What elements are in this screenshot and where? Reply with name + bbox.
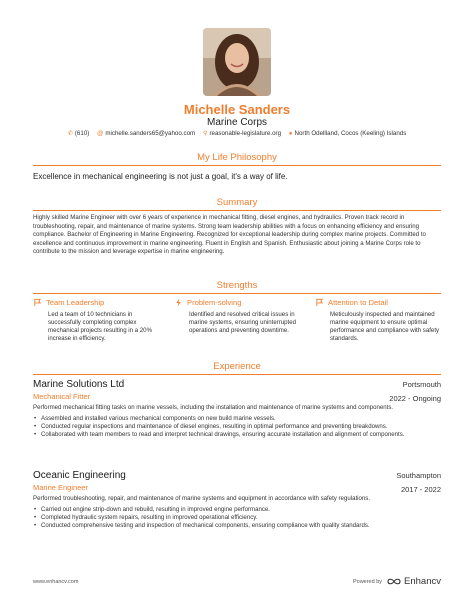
job-title: Mechanical Fitter <box>33 392 91 401</box>
list-item: • Assembled and installed various mechanical components on new build marine vessels. <box>33 415 441 423</box>
company-name: Oceanic Engineering <box>33 470 126 481</box>
brand-name: Enhancv <box>404 576 441 587</box>
candidate-name: Michelle Sanders <box>183 102 291 117</box>
section-divider <box>33 374 441 375</box>
strength-description: Meticulously inspected and maintained marine equipment to ensure optimal performance and compliance with safety standards. <box>330 311 440 342</box>
section-title-philosophy: My Life Philosophy <box>197 152 277 163</box>
strength-description: Led a team of 10 technicians in successfully completing complex mechanical projects resulting in a 20% increase in efficiency. <box>48 311 152 342</box>
strength-item <box>174 298 304 335</box>
enhancv-logo-icon <box>387 577 401 586</box>
strength-description: Identified and resolved critical issues in marine systems, ensuring uninterrupted operations and preventing downtime. <box>189 311 297 334</box>
strength-title: Problem-solving <box>187 298 242 307</box>
section-title-experience: Experience <box>213 361 261 372</box>
footer-website[interactable]: www.enhancv.com <box>33 579 79 585</box>
list-item: • Completed hydraulic system repairs, resulting in improved operational efficiency. <box>33 514 441 522</box>
profile-photo <box>203 28 271 96</box>
contact-email[interactable]: michelle.sanders65@yahoo.com <box>105 130 196 137</box>
section-title-summary: Summary <box>216 197 258 208</box>
job-title: Marine Engineer <box>33 483 89 492</box>
job-dates: 2017 - 2022 <box>400 485 441 494</box>
contact-phone: (610) <box>74 130 90 137</box>
strength-title: Attention to Detail <box>328 298 388 307</box>
section-divider <box>33 293 441 294</box>
job-location: Portsmouth <box>402 380 441 389</box>
section-divider <box>33 210 441 211</box>
experience-entry <box>33 379 441 439</box>
list-item: • Conducted comprehensive testing and inspection of mechanical components, ensuring compliance with quality standards. <box>33 522 441 530</box>
job-description: Performed troubleshooting, repair, and maintenance of marine systems and equipment in accordance with safety regulations. <box>33 495 371 502</box>
list-item: • Conducted regular inspections and maintenance of diesel engines, resulting in optimal performance and preventing breakdowns. <box>33 423 441 431</box>
flag-icon <box>315 298 324 307</box>
lightning-icon <box>174 298 183 307</box>
strength-item <box>33 298 163 343</box>
link-icon: ⚲ <box>202 130 208 137</box>
section-title-strengths: Strengths <box>216 280 258 291</box>
strength-title: Team Leadership <box>46 298 105 307</box>
list-item: • Carried out engine strip-down and rebuild, resulting in improved engine performance. <box>33 506 441 514</box>
contact-line <box>0 130 474 137</box>
phone-icon: ✆ <box>67 130 73 137</box>
philosophy-quote: Excellence in mechanical engineering is not just a goal, it's a way of life. <box>33 172 288 181</box>
job-location: Southampton <box>396 471 441 480</box>
job-bullets <box>33 415 441 439</box>
experience-entry <box>33 470 441 530</box>
strength-item <box>315 298 445 343</box>
profile-photo-image <box>203 28 271 96</box>
summary-text: Highly skilled Marine Engineer with over 6 years of experience in mechanical fitting, diesel engines, and hydraulics. Proven track record in troubleshooting, repair, and maintenance of marine systems. Strong team leadership abilities with a focus on enhancing efficiency and ensuring compliance. Bachelor of Engineering in Marine Engineering. Recognized for exceptional leadership during complex marine projects. Committed to excellence and continuous improvement in marine engineering. Fluent in English and Spanish. Enthusiastic about joining a Marine Corps role to contribute to the mission and leverage expertise in marine engineering. <box>33 214 426 255</box>
job-dates: 2022 - Ongoing <box>389 394 441 403</box>
footer-branding <box>353 576 441 587</box>
location-pin-icon: ● <box>288 130 293 137</box>
flag-icon <box>33 298 42 307</box>
section-divider <box>33 165 441 166</box>
contact-website[interactable]: reasonable-legislature.org <box>209 130 282 137</box>
list-item: • Collaborated with team members to read and interpret technical drawings, ensuring accurate installation and alignment of components. <box>33 431 441 439</box>
powered-by-label: Powered by <box>352 578 383 585</box>
contact-location: North Odellland, Cocos (Keeling) Islands <box>294 130 407 137</box>
candidate-role: Marine Corps <box>206 117 268 128</box>
job-bullets <box>33 506 441 530</box>
company-name: Marine Solutions Ltd <box>33 379 125 390</box>
at-icon: @ <box>97 130 104 137</box>
job-description: Performed mechanical fitting tasks on marine vessels, including the installation and maintenance of marine systems and components. <box>33 404 394 411</box>
